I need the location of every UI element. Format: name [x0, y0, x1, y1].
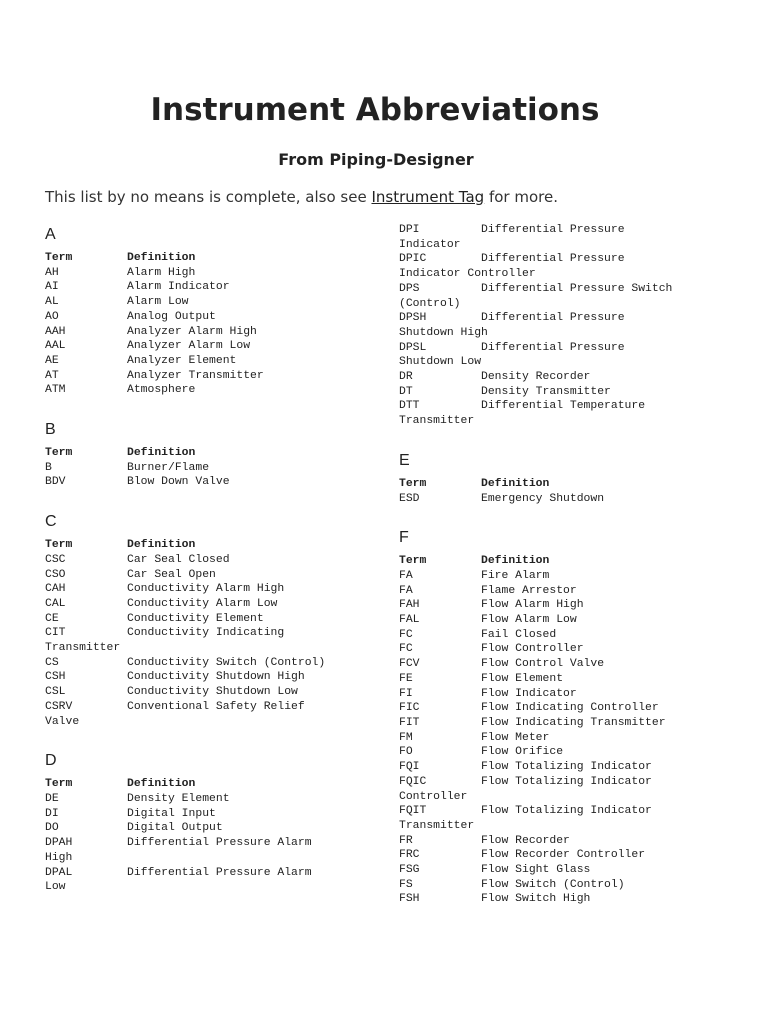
section-f	[399, 528, 729, 907]
definition-column-header: Definition	[127, 252, 196, 264]
right-column	[399, 223, 729, 929]
table-row	[399, 701, 729, 716]
term-code: FC	[399, 643, 413, 656]
section-heading-e: E	[399, 451, 410, 469]
term-code: FC	[399, 628, 413, 641]
table-row	[399, 628, 729, 643]
term-definition: Analyzer Alarm Low	[127, 340, 251, 353]
section-heading-c: C	[45, 513, 57, 531]
term-definition: Analyzer Transmitter	[127, 369, 264, 382]
term-definition: Flow Recorder	[481, 834, 570, 847]
term-code: AAL	[45, 340, 66, 353]
term-definition: Flow Indicator	[481, 687, 577, 700]
term-definition: Car Seal Open	[127, 568, 216, 581]
table-row	[399, 341, 729, 370]
term-code: CAH	[45, 583, 66, 596]
term-code: FA	[399, 569, 413, 582]
term-code: AE	[45, 354, 59, 367]
section-heading-b: B	[45, 421, 56, 439]
table-row	[399, 863, 729, 878]
term-definition: Flow Element	[481, 672, 564, 685]
term-definition-continued: Transmitter	[45, 642, 121, 655]
table-row	[45, 339, 375, 354]
term-definition: Car Seal Closed	[127, 553, 230, 566]
term-definition-continued: Controller	[399, 790, 468, 803]
table-row	[399, 672, 729, 687]
term-definition: Analog Output	[127, 310, 216, 323]
term-definition: Differential Pressure	[481, 253, 625, 266]
term-code: CIT	[45, 627, 66, 640]
table-row	[45, 626, 375, 655]
term-code: FRC	[399, 849, 420, 862]
table-row	[399, 834, 729, 849]
table-row	[45, 597, 375, 612]
term-definition: Flow Switch (Control)	[481, 878, 625, 891]
term-code: FCV	[399, 658, 420, 671]
table-row	[399, 760, 729, 775]
term-column-header: Term	[45, 539, 73, 552]
table-row	[399, 223, 729, 252]
left-column	[45, 225, 375, 917]
term-code: DPSH	[399, 312, 427, 325]
term-definition: Burner/Flame	[127, 461, 210, 474]
term-definition: Density Recorder	[481, 371, 591, 384]
table-row	[45, 266, 375, 281]
table-row	[399, 716, 729, 731]
term-definition: Flow Indicating Controller	[481, 702, 659, 715]
table-row	[45, 670, 375, 685]
table-row	[399, 804, 729, 833]
table-row	[399, 687, 729, 702]
term-definition: Differential Temperature	[481, 400, 646, 413]
table-row	[45, 612, 375, 627]
table-header	[45, 538, 375, 553]
table-row	[399, 492, 729, 507]
table-row	[399, 892, 729, 907]
intro-text-before: This list by no means is complete, also see	[45, 188, 372, 206]
term-table-d	[45, 777, 375, 895]
term-definition: Analyzer Alarm High	[127, 325, 257, 338]
term-definition: Flow Recorder Controller	[481, 849, 646, 862]
term-definition: Conventional Safety Relief	[127, 700, 305, 713]
section-heading-d: D	[45, 752, 57, 770]
term-definition: Flow Totalizing Indicator	[481, 761, 652, 774]
table-row	[399, 282, 729, 311]
term-definition: Digital Input	[127, 807, 216, 820]
table-row	[399, 878, 729, 893]
term-definition: Emergency Shutdown	[481, 492, 605, 505]
term-definition-continued: Transmitter	[399, 819, 475, 832]
term-definition: Digital Output	[127, 822, 223, 835]
term-definition: Flow Orifice	[481, 746, 564, 759]
table-row	[45, 656, 375, 671]
term-code: FR	[399, 834, 413, 847]
term-code: CSH	[45, 671, 66, 684]
term-definition: Flow Switch High	[481, 893, 591, 906]
term-code: DO	[45, 822, 59, 835]
table-row	[399, 598, 729, 613]
table-row	[399, 311, 729, 340]
term-definition: Differential Pressure	[481, 341, 625, 354]
term-code: DPAH	[45, 837, 73, 850]
table-row	[399, 569, 729, 584]
term-definition: Flow Alarm High	[481, 599, 584, 612]
term-code: AO	[45, 310, 59, 323]
term-code: CSRV	[45, 700, 73, 713]
term-definition-continued: Shutdown Low	[399, 356, 482, 369]
term-code: AAH	[45, 325, 66, 338]
term-definition: Analyzer Element	[127, 354, 237, 367]
term-definition: Flow Sight Glass	[481, 864, 591, 877]
table-row	[45, 310, 375, 325]
term-table-a	[45, 251, 375, 398]
table-row	[45, 582, 375, 597]
term-definition: Flow Totalizing Indicator	[481, 805, 652, 818]
table-row	[45, 685, 375, 700]
table-header	[45, 777, 375, 792]
term-code: DE	[45, 792, 59, 805]
term-definition: Flow Indicating Transmitter	[481, 716, 666, 729]
term-code: CAL	[45, 597, 66, 610]
table-row	[45, 295, 375, 310]
term-definition-continued: Low	[45, 881, 66, 894]
term-code: DPAL	[45, 866, 73, 879]
term-column-header: Term	[45, 252, 73, 264]
table-row	[45, 821, 375, 836]
table-header	[45, 251, 375, 266]
table-row	[399, 775, 729, 804]
definition-column-header: Definition	[481, 555, 550, 568]
term-definition: Blow Down Valve	[127, 476, 230, 489]
term-definition: Atmosphere	[127, 384, 196, 397]
term-code: FI	[399, 687, 413, 700]
term-code: AL	[45, 296, 59, 309]
term-code: FO	[399, 746, 413, 759]
term-code: AI	[45, 281, 59, 294]
term-code: ESD	[399, 492, 420, 505]
table-row	[45, 866, 375, 895]
table-row	[399, 657, 729, 672]
term-definition: Conductivity Alarm Low	[127, 597, 278, 610]
term-code: FQIT	[399, 805, 427, 818]
term-definition: Differential Pressure Alarm	[127, 837, 312, 850]
table-row	[399, 731, 729, 746]
section-a	[45, 225, 375, 398]
term-definition: Conductivity Alarm High	[127, 583, 285, 596]
term-definition: Flow Control Valve	[481, 658, 605, 671]
term-definition-continued: Indicator	[399, 238, 461, 251]
term-definition: Differential Pressure Alarm	[127, 866, 312, 879]
table-row	[45, 369, 375, 384]
intro-text	[45, 188, 558, 206]
term-definition: Fire Alarm	[481, 569, 550, 582]
table-row	[399, 745, 729, 760]
table-row	[45, 807, 375, 822]
term-definition-continued: (Control)	[399, 297, 461, 310]
term-definition: Density Element	[127, 792, 230, 805]
table-row	[399, 370, 729, 385]
definition-column-header: Definition	[127, 447, 196, 460]
term-definition: Flow Totalizing Indicator	[481, 775, 652, 788]
table-row	[399, 385, 729, 400]
term-code: FAL	[399, 614, 420, 627]
term-code: FIC	[399, 702, 420, 715]
term-code: CSL	[45, 686, 66, 699]
term-definition-continued: Indicator Controller	[399, 268, 536, 281]
term-definition: Differential Pressure	[481, 312, 625, 325]
term-code: DT	[399, 385, 413, 398]
table-row	[399, 613, 729, 628]
term-code: FS	[399, 878, 413, 891]
table-row	[45, 792, 375, 807]
table-row	[45, 553, 375, 568]
term-code: DPSL	[399, 341, 427, 354]
term-column-header: Term	[399, 477, 427, 490]
section-e	[399, 451, 729, 506]
term-definition: Conductivity Indicating	[127, 627, 285, 640]
page-title: Instrument Abbreviations	[150, 92, 600, 128]
term-definition: Conductivity Shutdown Low	[127, 686, 298, 699]
term-table-b	[45, 446, 375, 490]
term-definition: Conductivity Switch (Control)	[127, 656, 326, 669]
term-code: B	[45, 461, 52, 474]
term-definition: Alarm Low	[127, 296, 189, 309]
table-row	[45, 700, 375, 729]
term-table-d-continued	[399, 223, 729, 429]
table-row	[45, 280, 375, 295]
term-code: FSG	[399, 864, 420, 877]
term-definition-continued: High	[45, 851, 73, 864]
term-definition: Flame Arrestor	[481, 584, 577, 597]
term-code: CSO	[45, 568, 66, 581]
definition-column-header: Definition	[127, 778, 196, 791]
term-definition-continued: Shutdown High	[399, 326, 488, 339]
table-row	[45, 461, 375, 476]
term-definition: Alarm Indicator	[127, 281, 230, 294]
table-header	[45, 446, 375, 461]
table-row	[45, 325, 375, 340]
term-code: FSH	[399, 893, 420, 906]
term-table-e	[399, 477, 729, 506]
term-definition: Differential Pressure	[481, 224, 625, 236]
term-code: FA	[399, 584, 413, 597]
term-code: BDV	[45, 476, 66, 489]
table-row	[399, 848, 729, 863]
term-code: DR	[399, 371, 413, 384]
table-row	[45, 383, 375, 398]
table-row	[399, 584, 729, 599]
term-table-f	[399, 554, 729, 907]
term-definition: Fail Closed	[481, 628, 557, 641]
term-code: FIT	[399, 716, 420, 729]
definition-column-header: Definition	[481, 477, 550, 490]
term-code: ATM	[45, 384, 66, 397]
table-row	[45, 568, 375, 583]
term-code: FM	[399, 731, 413, 744]
section-b	[45, 420, 375, 490]
term-definition: Flow Controller	[481, 643, 584, 656]
term-definition: Conductivity Shutdown High	[127, 671, 305, 684]
term-code: DPS	[399, 282, 420, 295]
term-code: DPIC	[399, 253, 427, 266]
section-d-continued	[399, 223, 729, 429]
table-row	[399, 399, 729, 428]
table-row	[399, 252, 729, 281]
term-code: AT	[45, 369, 59, 382]
term-definition: Differential Pressure Switch	[481, 282, 673, 295]
section-d	[45, 751, 375, 895]
table-row	[45, 475, 375, 490]
term-definition: Conductivity Element	[127, 612, 264, 625]
definition-column-header: Definition	[127, 539, 196, 552]
page-subtitle: From Piping-Designer	[278, 150, 474, 169]
section-c	[45, 512, 375, 729]
term-definition-continued: Valve	[45, 715, 80, 728]
term-code: FQI	[399, 761, 420, 774]
term-code: CS	[45, 656, 59, 669]
term-code: FQIC	[399, 775, 427, 788]
term-code: AH	[45, 266, 59, 279]
term-code: FAH	[399, 599, 420, 612]
term-column-header: Term	[45, 447, 73, 460]
table-row	[399, 642, 729, 657]
table-header	[399, 554, 729, 569]
term-code: FE	[399, 672, 413, 685]
term-definition: Density Transmitter	[481, 385, 611, 398]
term-code: DI	[45, 807, 59, 820]
term-table-c	[45, 538, 375, 729]
term-code: CE	[45, 612, 59, 625]
intro-text-after: for more.	[484, 188, 558, 206]
term-code: DTT	[399, 400, 420, 413]
term-definition: Flow Meter	[481, 731, 550, 744]
term-column-header: Term	[399, 555, 427, 568]
section-heading-f: F	[399, 529, 409, 547]
instrument-tag-link[interactable]: Instrument Tag	[371, 188, 485, 206]
term-definition: Flow Alarm Low	[481, 614, 577, 627]
term-code: CSC	[45, 553, 66, 566]
term-definition: Alarm High	[127, 266, 196, 279]
term-code: DPI	[399, 224, 420, 236]
term-definition-continued: Transmitter	[399, 415, 475, 428]
term-column-header: Term	[45, 778, 73, 791]
table-header	[399, 477, 729, 492]
section-heading-a: A	[45, 226, 56, 243]
table-row	[45, 836, 375, 865]
table-row	[45, 354, 375, 369]
